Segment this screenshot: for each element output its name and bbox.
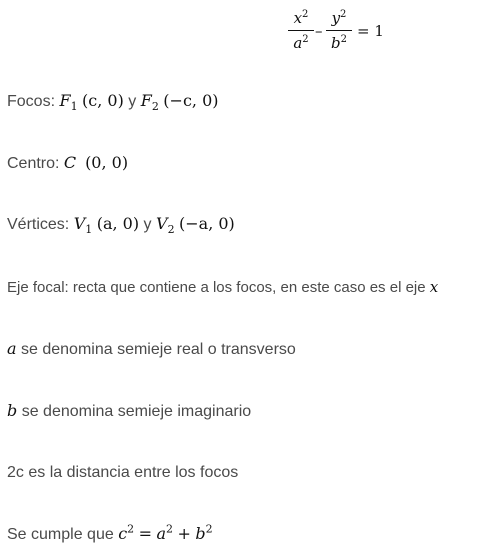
equals-one: = 1 xyxy=(357,22,384,40)
vertices-line: Vértices: $V_1$ (a, 0) y $V_2$ (−a, 0) xyxy=(7,214,235,237)
hyperbola-equation xyxy=(288,8,398,58)
minus-sign: – xyxy=(315,22,323,40)
distancia-focos-line: 2c es la distancia entre los focos xyxy=(7,464,239,481)
centro-line: Centro: C (0, 0) xyxy=(7,153,129,172)
semieje-real-line: a se denomina semieje real o transverso xyxy=(7,339,296,358)
focos-line: Focos: $F_1$ (c, 0) y $F_2$ (−c, 0) xyxy=(7,91,219,114)
fraction-x: $x^2$ $a^2$ xyxy=(288,8,314,53)
fraction-y: $y^2$ $b^2$ xyxy=(326,8,352,53)
relacion-line: Se cumple que $c^2 = a^2 + b^2$ xyxy=(7,522,213,543)
eje-focal-line: Eje focal: recta que contiene a los focos, en este caso es el eje x xyxy=(7,278,439,296)
semieje-imaginario-line: b se denomina semieje imaginario xyxy=(7,401,252,420)
